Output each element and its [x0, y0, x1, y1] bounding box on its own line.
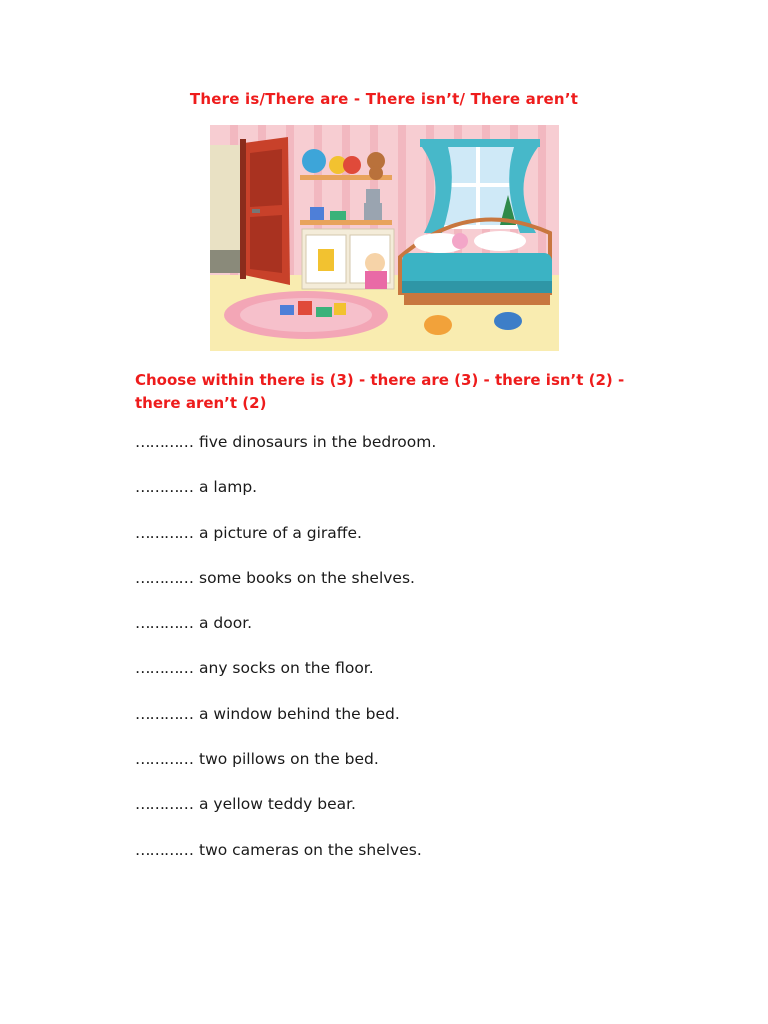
- answer-blank[interactable]: …………: [135, 614, 193, 633]
- answer-blank[interactable]: …………: [135, 478, 193, 497]
- exercise-item: [135, 524, 436, 569]
- exercise-text: a window behind the bed.: [199, 704, 400, 723]
- exercise-item: [135, 433, 436, 478]
- exercise-item: [135, 569, 436, 614]
- exercise-item: [135, 659, 436, 704]
- answer-blank[interactable]: …………: [135, 433, 193, 451]
- exercise-text: five dinosaurs in the bedroom.: [199, 433, 437, 451]
- exercise-text: a yellow teddy bear.: [199, 795, 356, 814]
- exercise-item: [135, 705, 436, 750]
- answer-blank[interactable]: …………: [135, 840, 193, 859]
- exercise-text: two pillows on the bed.: [199, 750, 379, 769]
- answer-blank[interactable]: …………: [135, 568, 193, 587]
- exercise-list: [135, 433, 436, 886]
- bedroom-illustration: [210, 125, 559, 351]
- exercise-text: two cameras on the shelves.: [199, 840, 422, 859]
- answer-blank[interactable]: …………: [135, 750, 193, 769]
- exercise-text: some books on the shelves.: [199, 568, 415, 587]
- exercise-instruction: Choose within there is (3) - there are (3) - there isn’t (2) - there aren’t (2): [135, 371, 625, 412]
- exercise-item: [135, 795, 436, 840]
- exercise-item: [135, 478, 436, 523]
- worksheet-title: There is/There are - There isn’t/ There aren’t: [189, 90, 579, 108]
- exercise-item: [135, 750, 436, 795]
- answer-blank[interactable]: …………: [135, 795, 193, 814]
- answer-blank[interactable]: …………: [135, 704, 193, 723]
- exercise-text: a picture of a giraffe.: [199, 523, 362, 542]
- exercise-text: a lamp.: [199, 478, 258, 497]
- answer-blank[interactable]: …………: [135, 523, 193, 542]
- exercise-item: [135, 841, 436, 886]
- answer-blank[interactable]: …………: [135, 659, 193, 678]
- exercise-item: [135, 614, 436, 659]
- exercise-text: a door.: [199, 614, 253, 633]
- exercise-text: any socks on the floor.: [199, 659, 374, 678]
